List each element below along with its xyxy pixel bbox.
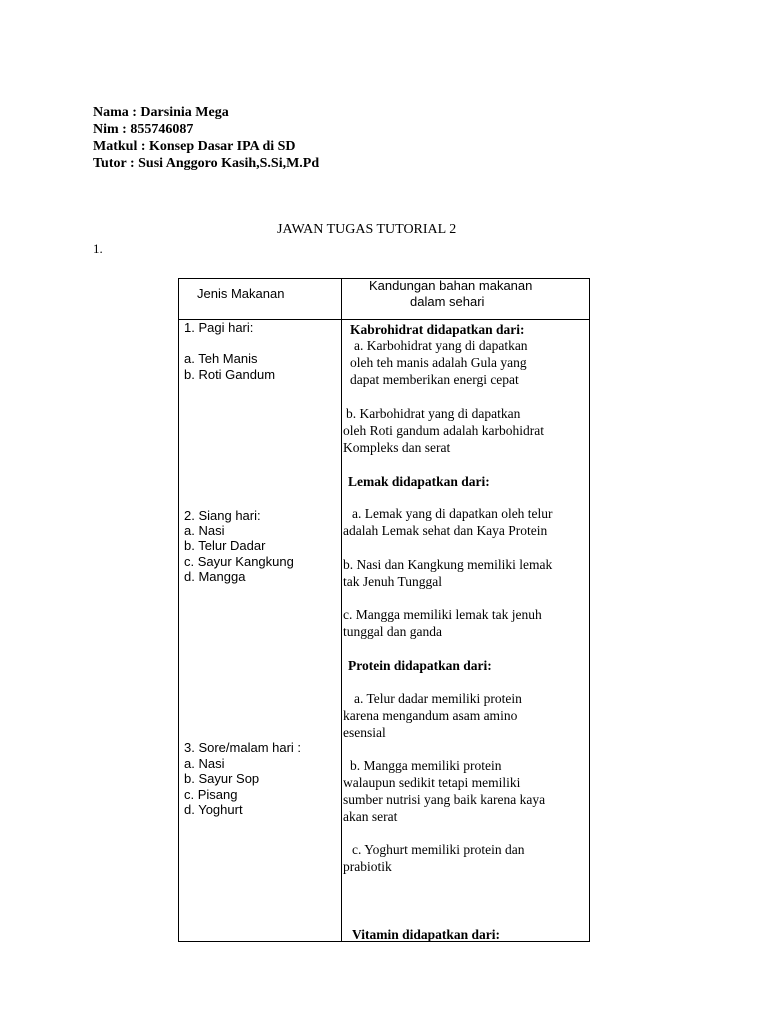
lemak-c-line2: tunggal dan ganda [343,624,442,639]
table-column-divider [341,278,342,942]
question-number: 1. [93,241,103,256]
meal-sore-item-a: a. Nasi [184,756,225,771]
meal-sore-item-b: b. Sayur Sop [184,771,260,786]
meal-pagi-item-a: a. Teh Manis [184,351,258,366]
protein-a-line1: a. Telur dadar memiliki protein [354,691,522,706]
lemak-a-line2: adalah Lemak sehat dan Kaya Protein [343,523,548,538]
karbohidrat-b-line1: b. Karbohidrat yang di dapatkan [346,406,521,421]
document-title: JAWAN TUGAS TUTORIAL 2 [277,222,457,237]
protein-b-line4: akan serat [343,809,398,824]
protein-a-line3: esensial [343,725,386,740]
course-name: Matkul : Konsep Dasar IPA di SD [93,139,296,154]
meal-siang-item-a: a. Nasi [184,523,225,538]
protein-a-line2: karena mengandum asam amino [343,708,518,723]
meal-siang-title: 2. Siang hari: [184,508,261,523]
karbohidrat-a-line2: oleh teh manis adalah Gula yang [350,355,527,370]
protein-b-line2: walaupun sedikit tetapi memiliki [343,775,521,790]
meal-sore-item-d: d. Yoghurt [184,802,243,817]
meal-siang-item-d: d. Mangga [184,569,246,584]
karbohidrat-a-line1: a. Karbohidrat yang di dapatkan [354,338,528,353]
meal-pagi-title: 1. Pagi hari: [184,320,254,335]
student-nim: Nim : 855746087 [93,122,194,137]
meal-siang-item-b: b. Telur Dadar [184,538,266,553]
karbohidrat-a-line3: dapat memberikan energi cepat [350,372,519,387]
meal-sore-title: 3. Sore/malam hari : [184,740,302,755]
lemak-c-line1: c. Mangga memiliki lemak tak jenuh [343,607,542,622]
col-header-kandungan-line1: Kandungan bahan makanan [369,278,533,293]
col-header-kandungan-line2: dalam sehari [410,294,485,309]
protein-b-line1: b. Mangga memiliki protein [350,758,502,773]
lemak-b-line1: b. Nasi dan Kangkung memiliki lemak [343,557,553,572]
student-name: Nama : Darsinia Mega [93,105,229,120]
protein-c-line1: c. Yoghurt memiliki protein dan [352,842,525,857]
col-header-jenis-makanan: Jenis Makanan [197,286,285,301]
lemak-b-line2: tak Jenuh Tunggal [343,574,443,589]
meal-sore-item-c: c. Pisang [184,787,238,802]
meal-pagi-item-b: b. Roti Gandum [184,367,276,382]
lemak-heading: Lemak didapatkan dari: [348,474,490,489]
protein-heading: Protein didapatkan dari: [348,658,492,673]
meal-siang-item-c: c. Sayur Kangkung [184,554,294,569]
lemak-a-line1: a. Lemak yang di dapatkan oleh telur [352,506,553,521]
vitamin-heading: Vitamin didapatkan dari: [352,927,501,942]
protein-c-line2: prabiotik [343,859,392,874]
karbohidrat-heading: Kabrohidrat didapatkan dari: [350,322,525,337]
karbohidrat-b-line3: Kompleks dan serat [343,440,451,455]
tutor-name: Tutor : Susi Anggoro Kasih,S.Si,M.Pd [93,156,320,171]
protein-b-line3: sumber nutrisi yang baik karena kaya [343,792,546,807]
karbohidrat-b-line2: oleh Roti gandum adalah karbohidrat [343,423,544,438]
